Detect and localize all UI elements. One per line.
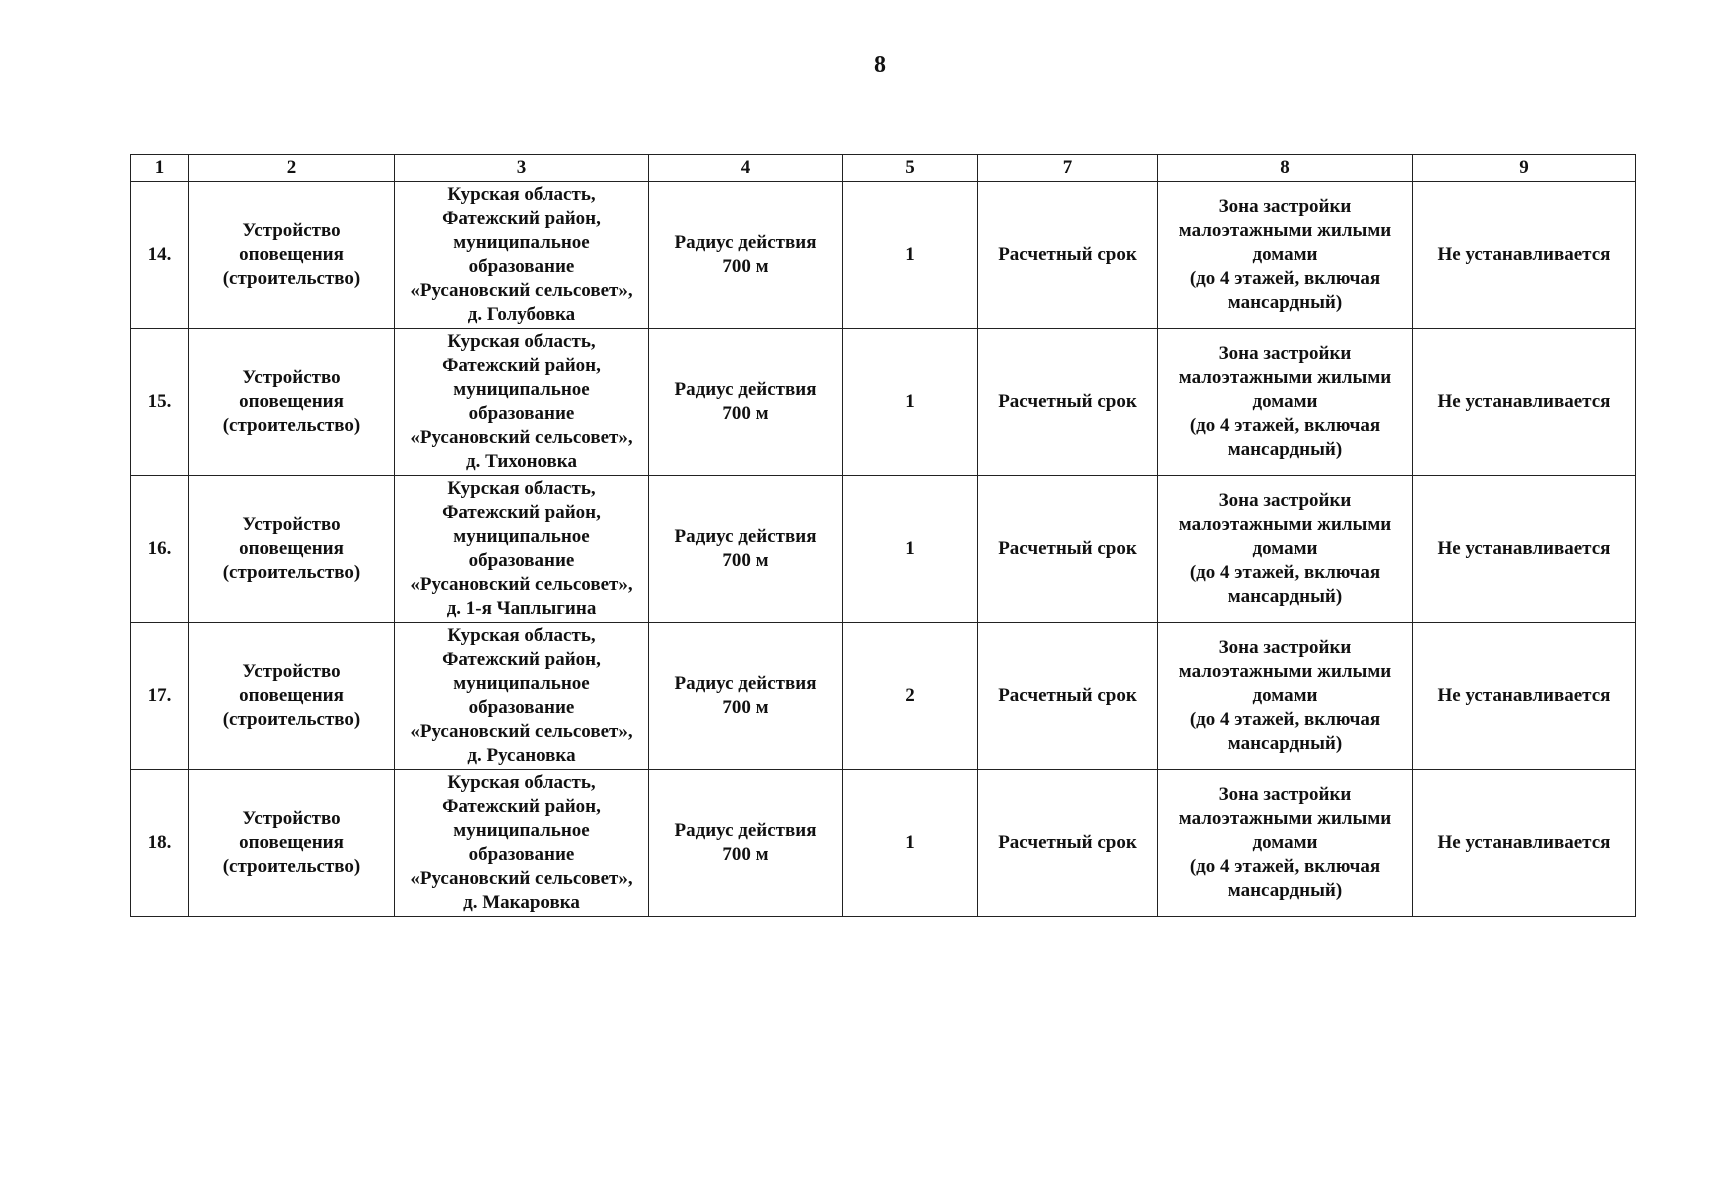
characteristic-line: 700 м bbox=[722, 844, 769, 865]
object-name-line: оповещения bbox=[239, 832, 344, 853]
location-line: муниципальное bbox=[453, 820, 590, 841]
location-line: «Русановский сельсовет», bbox=[410, 721, 633, 742]
restriction-cell bbox=[1413, 770, 1636, 917]
object-name-line: оповещения bbox=[239, 538, 344, 559]
location-line: д. Тихоновка bbox=[466, 451, 577, 472]
characteristic-line: Радиус действия bbox=[674, 379, 817, 400]
object-name-cell bbox=[189, 623, 395, 770]
count-value: 1 bbox=[905, 244, 915, 265]
count-cell bbox=[843, 770, 978, 917]
count-cell bbox=[843, 329, 978, 476]
zone-cell bbox=[1158, 623, 1413, 770]
location-line: образование bbox=[468, 256, 575, 277]
object-name-line: (строительство) bbox=[222, 415, 361, 436]
location-line: Фатежский район, bbox=[442, 502, 601, 523]
object-name-line: (строительство) bbox=[222, 268, 361, 289]
restriction-cell bbox=[1413, 329, 1636, 476]
row-number-cell bbox=[131, 770, 189, 917]
characteristic-cell bbox=[649, 329, 843, 476]
table-row bbox=[131, 329, 1636, 476]
page-number: 8 bbox=[874, 52, 886, 78]
zone-line: (до 4 этажей, включая bbox=[1189, 709, 1381, 730]
header-cell: 7 bbox=[978, 155, 1158, 182]
zone-line: (до 4 этажей, включая bbox=[1189, 856, 1381, 877]
object-name-line: Устройство bbox=[242, 808, 341, 829]
restriction-cell bbox=[1413, 623, 1636, 770]
location-line: Курская область, bbox=[447, 184, 596, 205]
zone-line: домами bbox=[1252, 685, 1318, 706]
header-cell: 2 bbox=[189, 155, 395, 182]
location-line: «Русановский сельсовет», bbox=[410, 574, 633, 595]
characteristic-cell bbox=[649, 182, 843, 329]
object-name-line: оповещения bbox=[239, 244, 344, 265]
zone-line: (до 4 этажей, включая bbox=[1189, 415, 1381, 436]
zone-line: Зона застройки bbox=[1218, 490, 1352, 511]
characteristic-line: 700 м bbox=[722, 550, 769, 571]
object-name-line: (строительство) bbox=[222, 562, 361, 583]
location-cell bbox=[395, 182, 649, 329]
row-number: 18. bbox=[147, 832, 172, 853]
term-cell bbox=[978, 182, 1158, 329]
row-number: 17. bbox=[147, 685, 172, 706]
characteristic-cell bbox=[649, 770, 843, 917]
header-cell: 4 bbox=[649, 155, 843, 182]
table-row bbox=[131, 623, 1636, 770]
location-line: д. 1-я Чаплыгина bbox=[446, 598, 597, 619]
zone-line: (до 4 этажей, включая bbox=[1189, 562, 1381, 583]
characteristic-line: 700 м bbox=[722, 697, 769, 718]
location-line: «Русановский сельсовет», bbox=[410, 280, 633, 301]
location-line: муниципальное bbox=[453, 673, 590, 694]
location-cell bbox=[395, 623, 649, 770]
restriction-value: Не устанавливается bbox=[1437, 538, 1611, 559]
location-line: Фатежский район, bbox=[442, 649, 601, 670]
table-row bbox=[131, 476, 1636, 623]
term-value: Расчетный срок bbox=[998, 832, 1137, 853]
restriction-value: Не устанавливается bbox=[1437, 244, 1611, 265]
row-number-cell bbox=[131, 476, 189, 623]
object-name-cell bbox=[189, 329, 395, 476]
zone-line: домами bbox=[1252, 244, 1318, 265]
characteristic-line: Радиус действия bbox=[674, 232, 817, 253]
zone-line: домами bbox=[1252, 832, 1318, 853]
zone-line: Зона застройки bbox=[1218, 343, 1352, 364]
location-line: образование bbox=[468, 550, 575, 571]
object-name-line: оповещения bbox=[239, 685, 344, 706]
zone-line: мансардный) bbox=[1227, 586, 1343, 607]
characteristic-line: 700 м bbox=[722, 256, 769, 277]
row-number: 14. bbox=[147, 244, 172, 265]
row-number: 16. bbox=[147, 538, 172, 559]
zone-cell bbox=[1158, 329, 1413, 476]
term-value: Расчетный срок bbox=[998, 685, 1137, 706]
term-cell bbox=[978, 623, 1158, 770]
location-line: Фатежский район, bbox=[442, 796, 601, 817]
location-line: Курская область, bbox=[447, 772, 596, 793]
zone-line: малоэтажными жилыми bbox=[1178, 661, 1392, 682]
count-cell bbox=[843, 182, 978, 329]
object-name-line: Устройство bbox=[242, 661, 341, 682]
header-cell: 1 bbox=[131, 155, 189, 182]
zone-line: малоэтажными жилыми bbox=[1178, 808, 1392, 829]
term-cell bbox=[978, 329, 1158, 476]
count-value: 1 bbox=[905, 538, 915, 559]
location-line: Курская область, bbox=[447, 478, 596, 499]
term-cell bbox=[978, 476, 1158, 623]
object-name-line: (строительство) bbox=[222, 856, 361, 877]
header-cell: 8 bbox=[1158, 155, 1413, 182]
restriction-value: Не устанавливается bbox=[1437, 391, 1611, 412]
location-cell bbox=[395, 770, 649, 917]
table-row bbox=[131, 182, 1636, 329]
zone-line: малоэтажными жилыми bbox=[1178, 220, 1392, 241]
count-value: 1 bbox=[905, 391, 915, 412]
row-number-cell bbox=[131, 329, 189, 476]
count-value: 2 bbox=[905, 685, 915, 706]
location-line: д. Макаровка bbox=[463, 892, 580, 913]
zone-line: (до 4 этажей, включая bbox=[1189, 268, 1381, 289]
characteristic-line: 700 м bbox=[722, 403, 769, 424]
location-line: Курская область, bbox=[447, 625, 596, 646]
row-number: 15. bbox=[147, 391, 172, 412]
zone-line: мансардный) bbox=[1227, 292, 1343, 313]
row-number-cell bbox=[131, 623, 189, 770]
characteristic-cell bbox=[649, 623, 843, 770]
characteristic-line: Радиус действия bbox=[674, 673, 817, 694]
header-row bbox=[131, 155, 1636, 182]
location-line: «Русановский сельсовет», bbox=[410, 868, 633, 889]
object-name-line: оповещения bbox=[239, 391, 344, 412]
planned-objects-table bbox=[130, 154, 1636, 917]
object-name-line: Устройство bbox=[242, 514, 341, 535]
zone-line: Зона застройки bbox=[1218, 784, 1352, 805]
term-value: Расчетный срок bbox=[998, 391, 1137, 412]
header-cell: 9 bbox=[1413, 155, 1636, 182]
row-number-cell bbox=[131, 182, 189, 329]
location-line: образование bbox=[468, 697, 575, 718]
characteristic-cell bbox=[649, 476, 843, 623]
table-row bbox=[131, 770, 1636, 917]
zone-line: малоэтажными жилыми bbox=[1178, 367, 1392, 388]
location-line: муниципальное bbox=[453, 379, 590, 400]
zone-line: малоэтажными жилыми bbox=[1178, 514, 1392, 535]
characteristic-line: Радиус действия bbox=[674, 820, 817, 841]
location-line: «Русановский сельсовет», bbox=[410, 427, 633, 448]
zone-line: Зона застройки bbox=[1218, 196, 1352, 217]
zone-cell bbox=[1158, 476, 1413, 623]
restriction-value: Не устанавливается bbox=[1437, 685, 1611, 706]
zone-line: домами bbox=[1252, 538, 1318, 559]
location-line: Курская область, bbox=[447, 331, 596, 352]
zone-line: мансардный) bbox=[1227, 733, 1343, 754]
location-cell bbox=[395, 476, 649, 623]
location-line: образование bbox=[468, 403, 575, 424]
object-name-cell bbox=[189, 476, 395, 623]
object-name-cell bbox=[189, 182, 395, 329]
restriction-cell bbox=[1413, 182, 1636, 329]
object-name-line: Устройство bbox=[242, 220, 341, 241]
zone-line: мансардный) bbox=[1227, 880, 1343, 901]
zone-line: мансардный) bbox=[1227, 439, 1343, 460]
object-name-cell bbox=[189, 770, 395, 917]
object-name-line: Устройство bbox=[242, 367, 341, 388]
location-line: д. Голубовка bbox=[467, 304, 576, 325]
restriction-value: Не устанавливается bbox=[1437, 832, 1611, 853]
count-value: 1 bbox=[905, 832, 915, 853]
location-line: образование bbox=[468, 844, 575, 865]
location-line: Фатежский район, bbox=[442, 208, 601, 229]
header-cell: 3 bbox=[395, 155, 649, 182]
location-cell bbox=[395, 329, 649, 476]
zone-line: Зона застройки bbox=[1218, 637, 1352, 658]
zone-line: домами bbox=[1252, 391, 1318, 412]
header-cell: 5 bbox=[843, 155, 978, 182]
location-line: Фатежский район, bbox=[442, 355, 601, 376]
object-name-line: (строительство) bbox=[222, 709, 361, 730]
location-line: д. Русановка bbox=[467, 745, 576, 766]
characteristic-line: Радиус действия bbox=[674, 526, 817, 547]
term-value: Расчетный срок bbox=[998, 538, 1137, 559]
restriction-cell bbox=[1413, 476, 1636, 623]
location-line: муниципальное bbox=[453, 526, 590, 547]
location-line: муниципальное bbox=[453, 232, 590, 253]
count-cell bbox=[843, 623, 978, 770]
zone-cell bbox=[1158, 770, 1413, 917]
term-cell bbox=[978, 770, 1158, 917]
count-cell bbox=[843, 476, 978, 623]
term-value: Расчетный срок bbox=[998, 244, 1137, 265]
zone-cell bbox=[1158, 182, 1413, 329]
